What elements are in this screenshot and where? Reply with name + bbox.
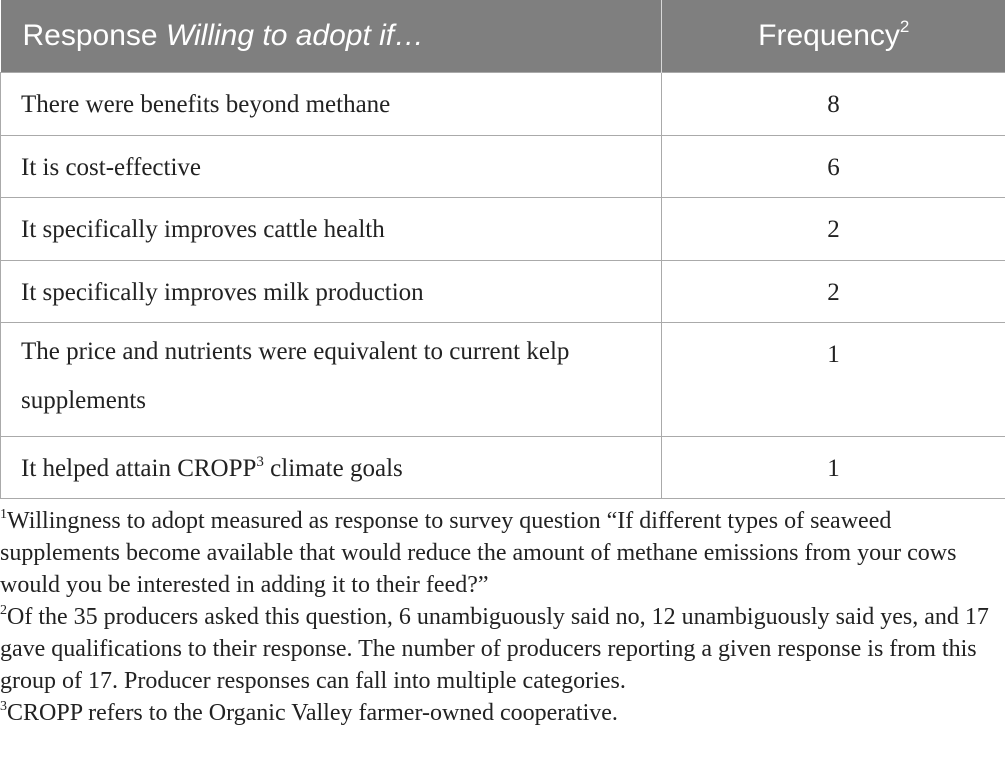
footnote-1 (0, 505, 1000, 601)
response-header-italic: Willing to adopt if… (165, 19, 425, 52)
frequency-column-header (662, 0, 1005, 73)
footnote-text: CROPP refers to the Organic Valley farmer-owned cooperative. (7, 700, 618, 726)
footnote-text: Willingness to adopt measured as response to survey question “If different types of seaweed supplements become available that would reduce the amount of methane emissions from your cows would you be interested in adding it to their feed?” (0, 508, 957, 598)
table-header-row (1, 0, 1005, 73)
response-text-continued: climate goals (263, 455, 403, 482)
response-cell (1, 437, 662, 499)
table-row (1, 198, 1005, 261)
footnote-mark: 2 (0, 603, 7, 618)
footnote-3 (0, 697, 1000, 729)
table-row (1, 437, 1005, 499)
footnote-mark: 1 (0, 507, 7, 522)
table-row (1, 323, 1005, 437)
response-header-label: Response (22, 19, 158, 52)
response-text: It helped attain CROPP (21, 455, 257, 482)
frequency-cell: 2 (662, 198, 1005, 261)
table-row (1, 136, 1005, 198)
footnote-mark: 3 (0, 699, 7, 714)
frequency-cell: 2 (662, 261, 1005, 323)
response-footnote-mark: 3 (256, 454, 264, 470)
frequency-cell: 6 (662, 136, 1005, 198)
table-row (1, 73, 1005, 136)
response-cell: There were benefits beyond methane (1, 73, 662, 136)
response-cell: It is cost-effective (1, 136, 662, 198)
response-cell: It specifically improves milk production (1, 261, 662, 323)
frequency-cell: 8 (662, 73, 1005, 136)
table-footnotes (0, 505, 1000, 729)
response-column-header (1, 0, 662, 73)
footnote-text: Of the 35 producers asked this question, 6 unambiguously said no, 12 unambiguously said yes, and 17 gave qualifications to their response. The number of producers reporting a given response is from this group of 17. Producer responses can fall into multiple categories. (0, 604, 989, 694)
table-row (1, 261, 1005, 323)
frequency-header-label: Frequency (758, 19, 900, 52)
footnote-2 (0, 601, 1000, 697)
response-cell: The price and nutrients were equivalent to current kelp supplements (1, 323, 662, 437)
frequency-cell: 1 (662, 437, 1005, 499)
frequency-header-footnote-mark: 2 (899, 17, 910, 36)
frequency-cell: 1 (662, 323, 1005, 437)
response-cell: It specifically improves cattle health (1, 198, 662, 261)
